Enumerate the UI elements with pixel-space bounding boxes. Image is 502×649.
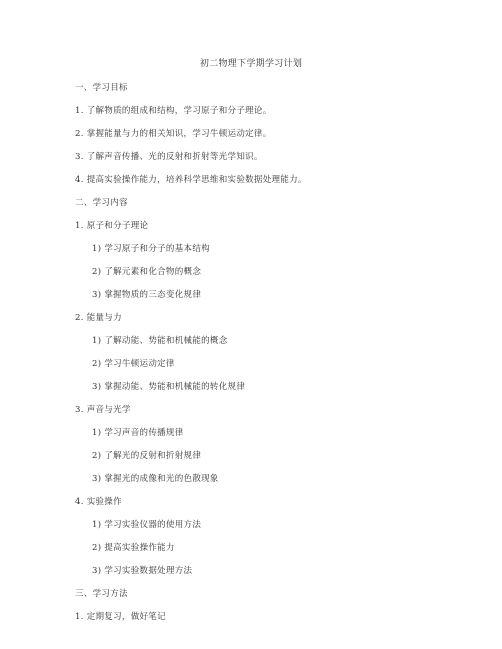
- topic-label: 4. 实验操作: [75, 497, 122, 507]
- topic-subitem: 1) 学习原子和分子的基本结构: [92, 244, 210, 254]
- topic-subitem: 2) 了解元素和化合物的概念: [92, 267, 202, 277]
- goal-item: 1. 了解物质的组成和结构，学习原子和分子理论。: [75, 106, 272, 116]
- section-heading-methods: 三、学习方法: [75, 589, 128, 599]
- section-heading-goals: 一、学习目标: [75, 83, 128, 93]
- goal-item: 4. 提高实验操作能力，培养科学思维和实验数据处理能力。: [75, 175, 307, 185]
- topic-subitem: 3) 学习实验数据处理方法: [92, 566, 193, 576]
- page-title: 初二物理下学期学习计划: [199, 59, 303, 69]
- topic-subitem: 2) 提高实验操作能力: [92, 543, 175, 553]
- goal-item: 3. 了解声音传播、光的反射和折射等光学知识。: [75, 152, 263, 162]
- topic-label: 2. 能量与力: [75, 313, 122, 323]
- topic-subitem: 3) 掌握动能、势能和机械能的转化规律: [92, 382, 246, 392]
- topic-subitem: 3) 掌握光的成像和光的色散现象: [92, 474, 219, 484]
- topic-label: 1. 原子和分子理论: [75, 221, 149, 231]
- goal-item: 2. 掌握能量与力的相关知识，学习牛顿运动定律。: [75, 129, 272, 139]
- topic-subitem: 1) 学习声音的传播规律: [92, 428, 184, 438]
- section-heading-content: 二、学习内容: [75, 198, 128, 208]
- topic-subitem: 3) 掌握物质的三态变化规律: [92, 290, 202, 300]
- topic-subitem: 1) 学习实验仪器的使用方法: [92, 520, 202, 530]
- topic-subitem: 2) 了解光的反射和折射规律: [92, 451, 202, 461]
- topic-label: 3. 声音与光学: [75, 405, 131, 415]
- topic-subitem: 1) 了解动能、势能和机械能的概念: [92, 336, 228, 346]
- method-item: 1. 定期复习，做好笔记: [75, 612, 166, 622]
- topic-subitem: 2) 学习牛顿运动定律: [92, 359, 175, 369]
